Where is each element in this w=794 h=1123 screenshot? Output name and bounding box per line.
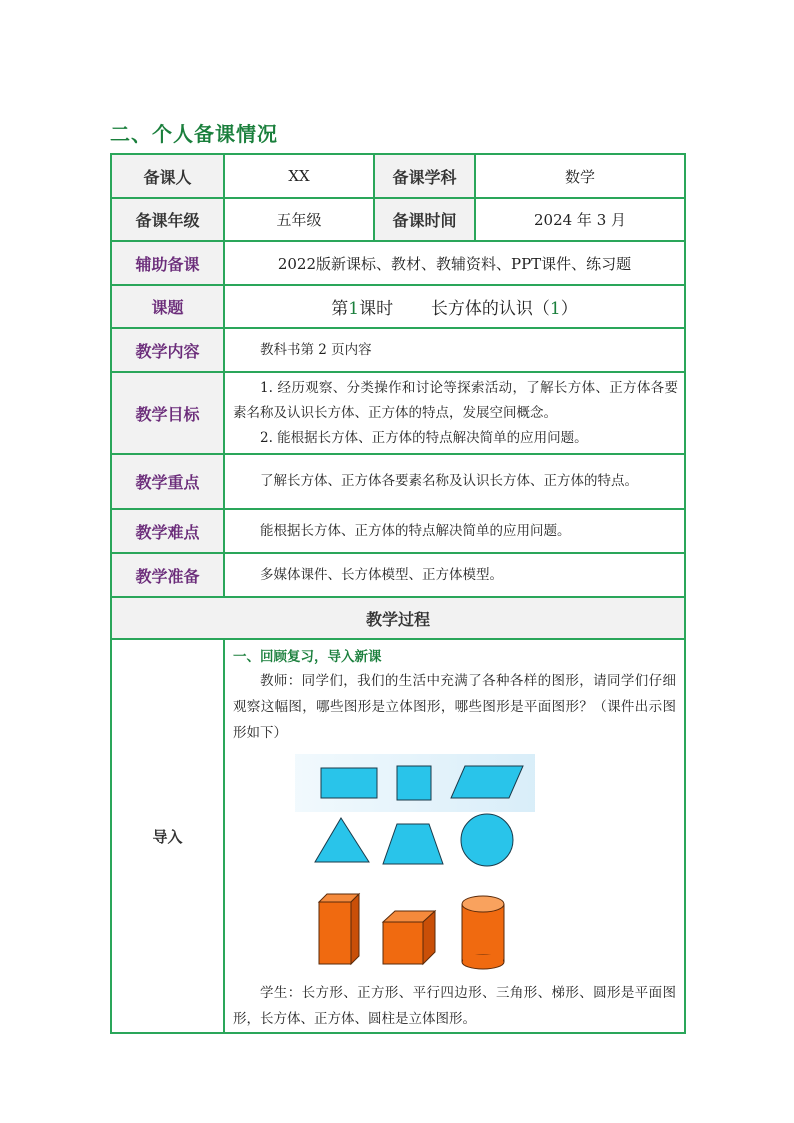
- row-key-points: [111, 454, 685, 509]
- row-preparation: [111, 553, 685, 597]
- key-points-value: 了解长方体、正方体各要素名称及认识长方体、正方体的特点。: [224, 454, 685, 509]
- cube-shape: [383, 911, 435, 964]
- time-value: 2024 年 3 月: [475, 198, 685, 241]
- row-topic: [111, 285, 685, 328]
- goal-value: [224, 372, 685, 454]
- stage-label: 导入: [111, 639, 224, 1033]
- topic-prefix: 第: [331, 299, 349, 319]
- time-label: 备课时间: [374, 198, 475, 241]
- stage-subheading: 一、回顾复习，导入新课: [233, 649, 382, 665]
- process-heading: 教学过程: [111, 597, 685, 639]
- square-shape: [397, 766, 431, 800]
- topic-label: 课题: [111, 285, 224, 328]
- row-process-heading: [111, 597, 685, 639]
- student-text: 学生：长方形、正方形、平行四边形、三角形、梯形、圆形是平面图形，长方体、正方体、圆柱是立体图形。: [233, 985, 676, 1027]
- key-points-label: 教学重点: [111, 454, 224, 509]
- content-value: 教科书第 2 页内容: [224, 328, 685, 372]
- goal-item-1: 1. 经历观察、分类操作和讨论等探索活动，了解长方体、正方体各要素名称及认识长方体、正方体的特点，发展空间概念。: [233, 379, 678, 421]
- goal-label: 教学目标: [111, 372, 224, 454]
- row-grade: [111, 198, 685, 241]
- topic-title-number: 1: [549, 299, 561, 319]
- preparation-label: 教学准备: [111, 553, 224, 597]
- topic-title-end: ）: [560, 299, 578, 319]
- subject-value: 数学: [475, 154, 685, 198]
- shapes-figure: [295, 754, 535, 972]
- row-content: [111, 328, 685, 372]
- aids-label: 辅助备课: [111, 241, 224, 285]
- preparer-value: XX: [224, 154, 374, 198]
- topic-title: 长方体的认识（: [430, 299, 550, 319]
- goal-item-2: 2. 能根据长方体、正方体的特点解决简单的应用问题。: [260, 429, 588, 446]
- subject-label: 备课学科: [374, 154, 475, 198]
- cylinder-shape: [462, 896, 504, 969]
- content-label: 教学内容: [111, 328, 224, 372]
- rectangle-shape: [321, 768, 377, 798]
- preparation-value: 多媒体课件、长方体模型、正方体模型。: [224, 553, 685, 597]
- row-preparer: [111, 154, 685, 198]
- preparer-label: 备课人: [111, 154, 224, 198]
- teacher-text: 教师：同学们，我们的生活中充满了各种各样的图形，请同学们仔细观察这幅图，哪些图形是立体图形，哪些图形是平面图形？（课件出示图形如下）: [233, 673, 676, 741]
- row-difficulties: [111, 509, 685, 553]
- difficulties-value: 能根据长方体、正方体的特点解决简单的应用问题。: [224, 509, 685, 553]
- cuboid-shape: [319, 894, 359, 964]
- difficulties-label: 教学难点: [111, 509, 224, 553]
- row-intro-stage: [111, 639, 685, 1033]
- grade-value: 五年级: [224, 198, 374, 241]
- stage-content: [224, 639, 685, 1033]
- row-aids: [111, 241, 685, 285]
- topic-number: 1: [348, 299, 360, 319]
- row-goals: [111, 372, 685, 454]
- topic-mid: 课时: [359, 299, 394, 319]
- topic-value: [224, 285, 685, 328]
- section-title: 二、个人备课情况: [110, 122, 278, 146]
- aids-value: 2022版新课标、教材、教辅资料、PPT课件、练习题: [224, 241, 685, 285]
- circle-shape: [461, 814, 513, 866]
- lesson-plan-table: [110, 153, 686, 1034]
- grade-label: 备课年级: [111, 198, 224, 241]
